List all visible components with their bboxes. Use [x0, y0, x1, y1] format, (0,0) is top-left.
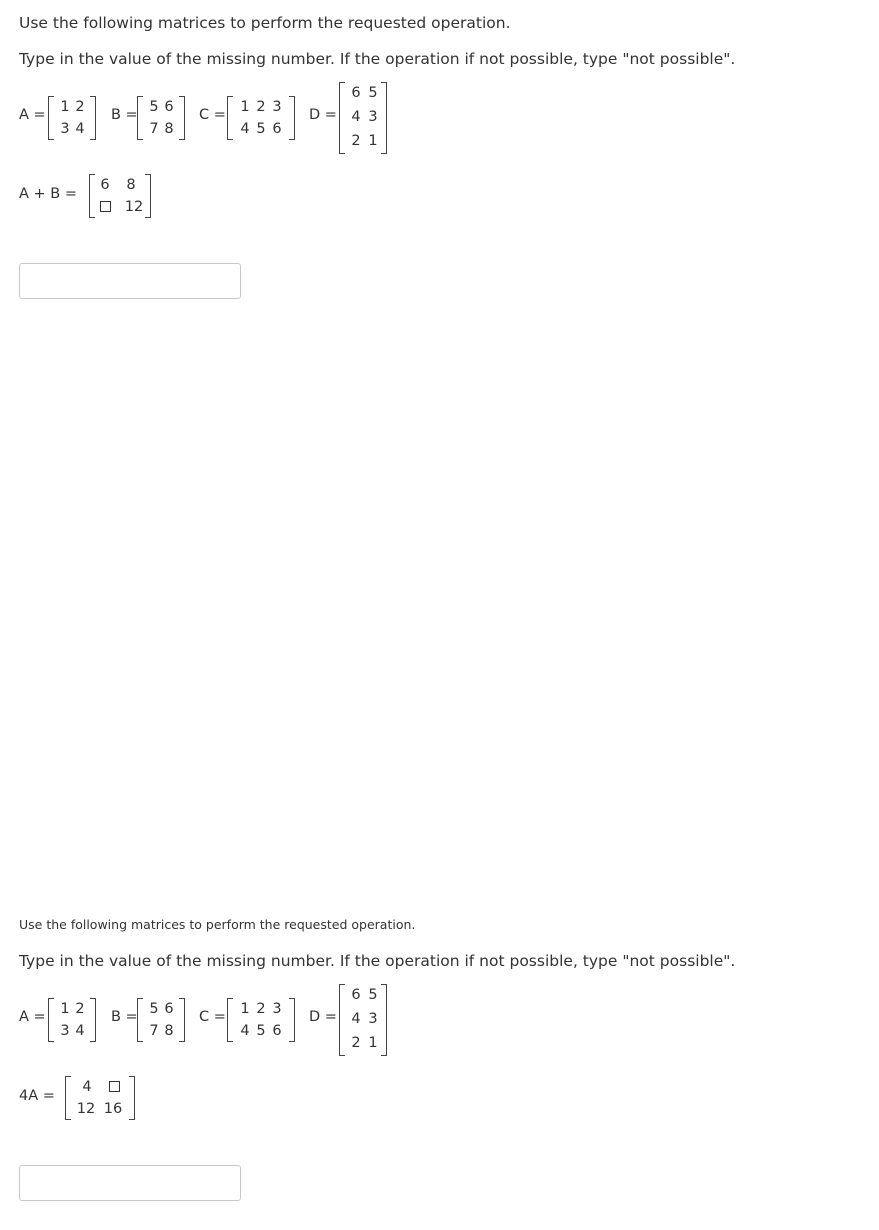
matrix-cell: 3 [368, 109, 378, 125]
matrix-d-label: D = [309, 1009, 337, 1025]
matrix-cell: 5 [256, 1023, 266, 1039]
matrix-cell: 2 [75, 1001, 85, 1017]
matrix-definitions [19, 82, 399, 156]
instruction: Use the following matrices to perform the requested operation. [19, 14, 511, 32]
matrix-cell: 4 [240, 121, 250, 137]
matrix-cell: 2 [351, 133, 361, 149]
result-matrix [65, 1076, 135, 1120]
question-1 [19, 12, 859, 215]
matrix-b-label: B = [111, 1009, 138, 1025]
matrix-cell: 6 [351, 85, 361, 101]
matrix-c [227, 96, 295, 140]
instruction-missing-number: Type in the value of the missing number. If the operation if not possible, type "not possible". [19, 952, 736, 970]
matrix-definitions [19, 984, 399, 1058]
matrix-cell: 3 [60, 121, 70, 137]
matrix-cell: 6 [272, 121, 282, 137]
matrix-cell: 7 [149, 121, 159, 137]
matrix-a-label: A = [19, 1009, 46, 1025]
matrix-cell: 8 [164, 121, 174, 137]
matrix-cell: 5 [256, 121, 266, 137]
matrix-cell: 4 [351, 1011, 361, 1027]
matrix-cell: 5 [368, 85, 378, 101]
matrix-cell: 2 [256, 1001, 266, 1017]
instruction-missing-number: Type in the value of the missing number. If the operation if not possible, type "not possible". [19, 50, 736, 68]
matrix-cell: 4 [351, 109, 361, 125]
matrix-d [339, 82, 387, 154]
matrix-cell: 2 [351, 1035, 361, 1051]
matrix-cell: 4 [82, 1079, 92, 1095]
instruction: Use the following matrices to perform the requested operation. [19, 917, 416, 932]
matrix-cell: 6 [272, 1023, 282, 1039]
matrix-b [137, 998, 185, 1042]
matrix-cell: 3 [272, 99, 282, 115]
matrix-cell: 4 [240, 1023, 250, 1039]
matrix-c-label: C = [199, 1009, 226, 1025]
matrix-a-label: A = [19, 107, 46, 123]
matrix-cell: 3 [368, 1011, 378, 1027]
matrix-d [339, 984, 387, 1056]
matrix-cell: 2 [256, 99, 266, 115]
problem-label: 4A = [19, 1088, 55, 1104]
matrix-cell: 8 [126, 177, 136, 193]
matrix-cell: 4 [75, 1023, 85, 1039]
matrix-cell: 3 [272, 1001, 282, 1017]
missing-number-box [98, 198, 112, 216]
matrix-cell: 12 [124, 199, 144, 215]
matrix-cell: 1 [60, 99, 70, 115]
matrix-cell: 16 [103, 1101, 123, 1117]
matrix-cell: 5 [149, 1001, 159, 1017]
matrix-cell: 3 [60, 1023, 70, 1039]
matrix-cell: 6 [351, 987, 361, 1003]
matrix-cell: 8 [164, 1023, 174, 1039]
result-matrix [89, 174, 151, 218]
matrix-cell: 5 [149, 99, 159, 115]
matrix-cell: 5 [368, 987, 378, 1003]
matrix-b [137, 96, 185, 140]
matrix-cell: 2 [75, 99, 85, 115]
matrix-cell: 1 [240, 99, 250, 115]
missing-number-box [107, 1078, 121, 1096]
matrix-cell: 6 [164, 99, 174, 115]
matrix-cell: 1 [60, 1001, 70, 1017]
matrix-cell: 12 [76, 1101, 96, 1117]
matrix-cell: 1 [240, 1001, 250, 1017]
matrix-cell: 6 [164, 1001, 174, 1017]
answer-input[interactable] [19, 263, 241, 299]
answer-input[interactable] [19, 1165, 241, 1201]
matrix-cell: 6 [100, 177, 110, 193]
problem-label: A + B = [19, 186, 77, 202]
matrix-cell: 7 [149, 1023, 159, 1039]
matrix-a [48, 998, 96, 1042]
matrix-a [48, 96, 96, 140]
question-2 [19, 914, 859, 1117]
matrix-c [227, 998, 295, 1042]
matrix-cell: 4 [75, 121, 85, 137]
matrix-cell: 1 [368, 133, 378, 149]
matrix-d-label: D = [309, 107, 337, 123]
matrix-b-label: B = [111, 107, 138, 123]
matrix-cell: 1 [368, 1035, 378, 1051]
matrix-c-label: C = [199, 107, 226, 123]
